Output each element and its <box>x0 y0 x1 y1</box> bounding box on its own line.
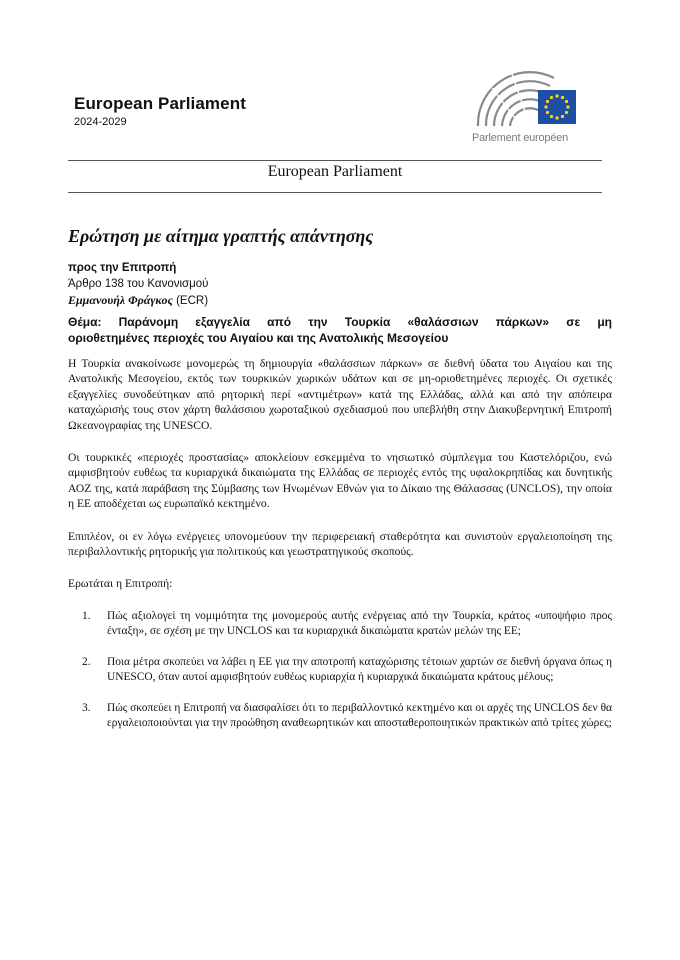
header-institution-block <box>74 94 246 128</box>
institution-name: European Parliament <box>74 94 246 113</box>
addressee-to: προς την Επιτροπή <box>68 262 177 274</box>
question-text: Ποια μέτρα σκοπεύει να λάβει η ΕΕ για την αποτροπή καταχώρισης τέτοιων χαρτών σε διεθνή όργανα όπως η UNESCO, όταν αυτοί αμφισβητούν ευθέως κυριαρχία ή κυριαρχικά δικαιώματα κράτους μέλους; <box>107 655 612 683</box>
question-text: Πώς αξιολογεί τη νομιμότητα της μονομερούς αυτής ενέργειας από την Τουρκία, κράτος «υποψήφιο προς ένταξη», σε σχέση με την UNCLOS και τα κυριαρχικά δικαιώματα κρατών μελών της ΕΕ; <box>107 609 612 637</box>
author-group: (ECR) <box>176 295 209 307</box>
paragraph: Η Τουρκία ανακοίνωσε μονομερώς τη δημιουργία «θαλάσσιων πάρκων» σε διεθνή ύδατα του Αιγαίου και της Ανατολικής Μεσογείου, εκτός των τουρκικών χωρικών υδάτων και σε μη-οριοθετημένες περιοχές. Οι σχετικές εξαγγελίες συνοδεύτηκαν από ρητορική περί «αντιμέτρων» κατά της Ελλάδας, αλλά και από την απόπειρα καταχώρισής τους στον χάρτη θαλάσσιου χωροταξικού σχεδιασμού που υπεβλήθη στην Διακυβερνητική Επιτροπή Ωκεανογραφίας της UNESCO. <box>68 357 612 432</box>
rule-reference: Άρθρο 138 του Κανονισμού <box>68 278 209 290</box>
paragraph: Επιπλέον, οι εν λόγω ενέργειες υπονομεύουν την περιφερειακή σταθερότητα και συνιστούν εργαλειοποίηση της περιβαλλοντικής ρητορικής για πολιτικούς και γεωστρατηγικούς σκοπούς. <box>68 529 612 559</box>
top-divider <box>68 160 602 161</box>
questions-list <box>68 609 612 731</box>
logo-caption: Parlement européen <box>472 132 569 144</box>
author-name: Εμμανουήλ Φράγκος <box>68 293 173 307</box>
subject-line-2: οριοθετημένες περιοχές του Αιγαίου και της Ανατολικής Μεσογείου <box>68 331 449 345</box>
document-heading: Ερώτηση με αίτημα γραπτής απάντησης <box>68 226 374 246</box>
subject <box>68 314 612 346</box>
hemicycle-eu-flag-icon <box>472 64 582 130</box>
parliamentary-term: 2024-2029 <box>74 116 127 128</box>
list-item <box>68 609 612 639</box>
question-number: 2. <box>82 655 91 668</box>
question-number: 3. <box>82 701 91 714</box>
subject-line-1: Θέμα: Παράνομη εξαγγελία από την Τουρκία «θαλάσσιων πάρκων» σε μη <box>68 315 612 329</box>
list-item <box>68 701 612 731</box>
list-item <box>68 655 612 685</box>
questions-intro: Ερωτάται η Επιτροπή: <box>68 577 173 591</box>
question-text: Πώς σκοπεύει η Επιτροπή να διασφαλίσει ότι το περιβαλλοντικό κεκτημένο και οι αρχές της UNCLOS δεν θα εργαλειοποιούνται για την προώθηση αναθεωρητικών και αποσταθεροποιητικών πρακτικών από τρίτες χώρες; <box>107 701 612 729</box>
addressee-block <box>68 260 208 309</box>
european-parliament-logo <box>472 64 584 144</box>
banner-title: European Parliament <box>267 163 403 180</box>
paragraph: Οι τουρκικές «περιοχές προστασίας» αποκλείουν εσκεμμένα το νησιωτικό σύμπλεγμα του Καστελόριζου, ενώ αμφισβητούν ευθέως τα κυριαρχικά δικαιώματα της Ελλάδας σε περιοχές εντός της υφαλοκρηπίδας και δυνητικής ΑΟΖ της, κατά παράβαση της Σύμβασης των Ηνωμένων Εθνών για το Δίκαιο της Θάλασσας (UNCLOS), την οποία η ΕΕ αποδέχεται ως ευρωπαϊκό κεκτημένο. <box>68 451 612 511</box>
bottom-divider <box>68 192 602 193</box>
author-line <box>68 292 208 309</box>
document-body <box>68 356 612 747</box>
question-number: 1. <box>82 609 91 622</box>
